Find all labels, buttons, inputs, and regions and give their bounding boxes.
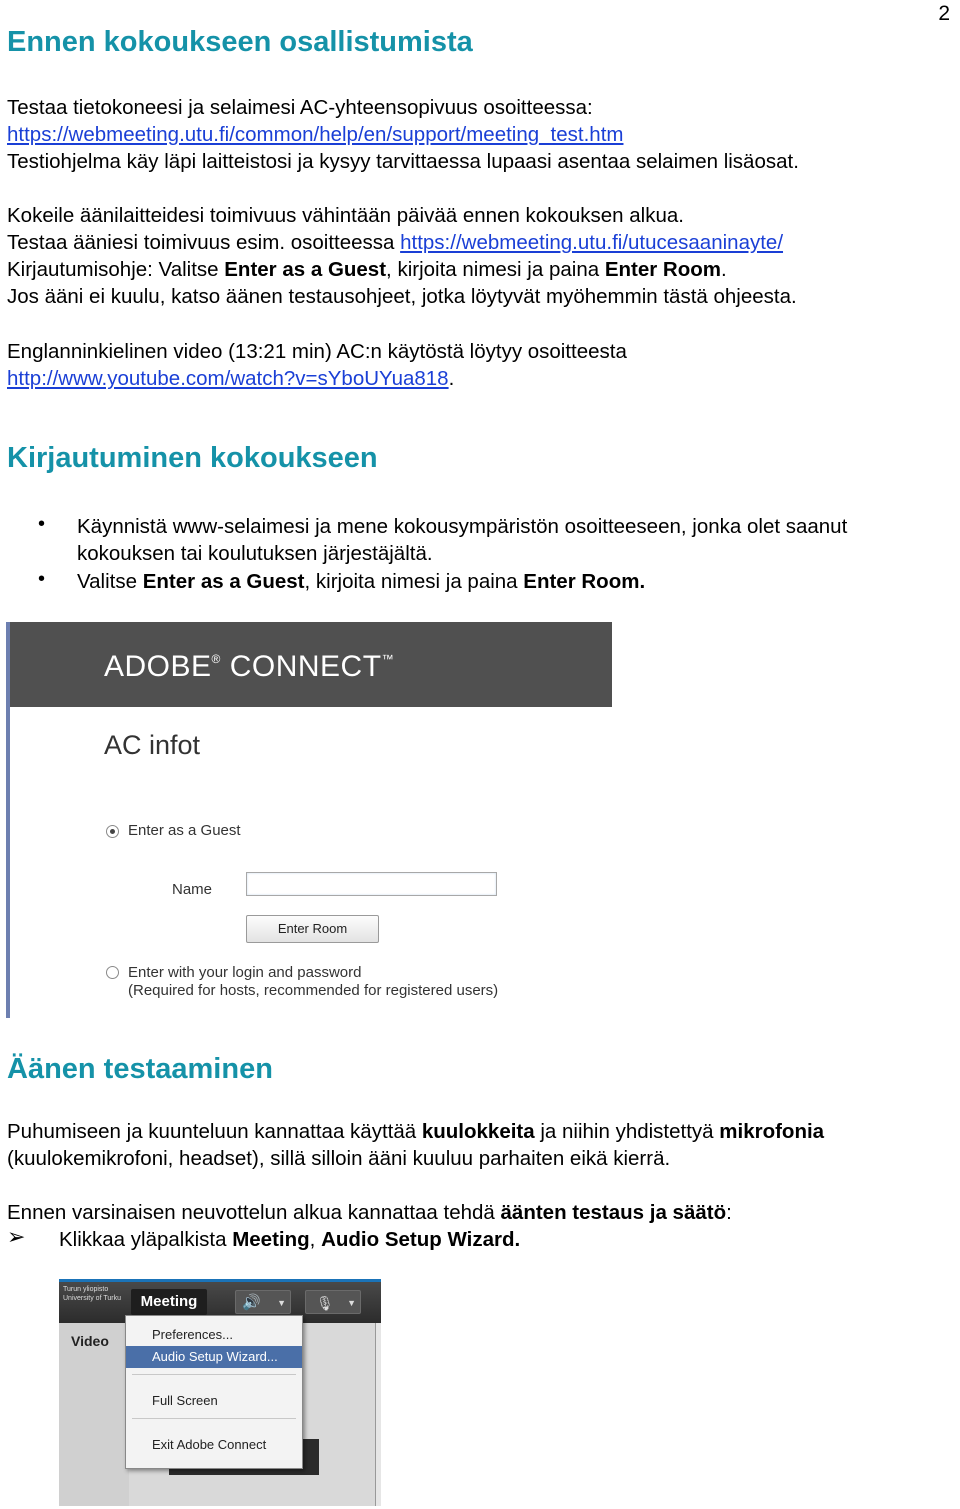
enter-room-button[interactable]: Enter Room [246,915,379,943]
pod-edge [375,1323,381,1506]
left-border [6,622,10,1018]
login-radio[interactable] [106,966,119,979]
chevron-down-icon: ▼ [347,1298,356,1308]
microphone-button[interactable] [305,1290,361,1314]
menu-item-full-screen[interactable]: Full Screen [152,1393,218,1408]
arrow-bullet-icon: ➢ [7,1224,26,1249]
bullet2-line [77,568,645,595]
bullet2-enter-room: Enter Room. [523,570,646,593]
audio-paragraph-line1 [7,1118,824,1145]
audio-p2-bold: äänten testaus ja säätö [500,1201,727,1224]
step-meeting: Meeting [232,1228,310,1251]
step-audio-wizard: Audio Setup Wizard. [321,1228,521,1251]
video-pod [59,1323,129,1506]
audio-test-line [7,229,783,256]
speaker-button[interactable] [235,1290,291,1314]
audio-p1-a: Puhumiseen ja kuunteluun kannattaa käyttää [7,1120,422,1143]
step-line [59,1226,520,1253]
room-title: AC infot [104,730,201,760]
audio-test-text: Testaa ääniesi toimivuus esim. osoitteessa [7,231,401,254]
meeting-test-link-line [7,121,623,148]
step-a: Klikkaa yläpalkista [59,1228,233,1251]
bullet2-c: , kirjoita nimesi ja paina [304,570,524,593]
login-instr-c: , kirjoita nimesi ja paina [386,258,605,281]
chevron-down-icon: ▼ [277,1298,286,1308]
menu-separator [132,1374,296,1375]
audio-test-link[interactable]: https://webmeeting.utu.fi/utucesaaninayte/ [400,231,784,254]
meeting-menu-button[interactable]: Meeting [131,1289,207,1315]
meeting-dropdown-menu [125,1315,303,1469]
audio-p2-c: : [726,1201,732,1224]
youtube-link[interactable]: http://www.youtube.com/watch?v=sYboUYua818 [7,367,449,390]
meeting-test-link[interactable]: https://webmeeting.utu.fi/common/help/en/support/meeting_test.htm [7,123,624,146]
section-heading-audio-test: Äänen testaaminen [7,1053,273,1085]
section-heading-login: Kirjautuminen kokoukseen [7,442,378,474]
audio-p1-c: ja niihin yhdistettyä [534,1120,720,1143]
name-input[interactable] [246,872,497,896]
guest-option-label[interactable]: Enter as a Guest [128,822,241,839]
bullet2-guest: Enter as a Guest [142,570,305,593]
menu-item-audio-setup-wizard[interactable]: Audio Setup Wizard... [126,1346,302,1368]
name-label: Name [172,881,213,898]
adobe-connect-logo: ADOBE® CONNECT™ [104,650,395,683]
audio-p1-headphones: kuulokkeita [421,1120,535,1143]
university-logo: Turun yliopisto University of Turku [63,1286,121,1302]
paragraph-line: Englanninkielinen video (13:21 min) AC:n käytöstä löytyy osoitteesta [7,340,627,363]
menu-separator [132,1418,296,1419]
speaker-icon: 🔊 [242,1294,261,1311]
paragraph-line: Jos ääni ei kuulu, katso äänen testausohjeet, jotka löytyvät myöhemmin tästä ohjeesta. [7,285,797,308]
bullet1-line2: kokouksen tai koulutuksen järjestäjältä. [77,542,433,565]
step-c: , [309,1228,322,1251]
audio-paragraph-line2: (kuulokemikrofoni, headset), sillä silloin ääni kuuluu parhaiten eikä kierrä. [7,1147,671,1170]
bullet-icon: • [38,568,46,590]
login-instructions-line [7,256,727,283]
paragraph-line: Testiohjelma käy läpi laitteistosi ja kysyy tarvittaessa lupaasi asentaa selaimen lisäosat. [7,150,799,173]
menu-item-preferences[interactable]: Preferences... [152,1327,233,1342]
audio-paragraph2 [7,1199,732,1226]
meeting-menu-screenshot [59,1279,381,1506]
login-instr-guest: Enter as a Guest [224,258,387,281]
paragraph-line: Kokeile äänilaitteidesi toimivuus vähintään päivää ennen kokouksen alkua. [7,204,684,227]
section-heading-before-meeting: Ennen kokoukseen osallistumista [7,26,473,58]
video-link-line [7,365,454,392]
login-instr-e: . [721,258,727,281]
login-instr-a: Kirjautumisohje: Valitse [7,258,225,281]
video-link-end: . [448,367,455,390]
guest-radio[interactable] [106,825,119,838]
audio-p2-a: Ennen varsinaisen neuvottelun alkua kannattaa tehdä [7,1201,501,1224]
video-pod-title: Video [71,1333,109,1349]
login-option-note: (Required for hosts, recommended for registered users) [128,982,499,999]
login-option-label[interactable]: Enter with your login and password [128,964,362,981]
menu-item-exit[interactable]: Exit Adobe Connect [152,1437,267,1452]
adobe-connect-login-screenshot [6,622,612,1018]
paragraph-line: Testaa tietokoneesi ja selaimesi AC-yhteensopivuus osoitteessa: [7,96,593,119]
audio-p1-microphone: mikrofonia [719,1120,825,1143]
page-number: 2 [938,2,950,25]
bullet1-line1: Käynnistä www-selaimesi ja mene kokousympäristön osoitteeseen, jonka olet saanut [77,515,848,538]
ac-header [6,622,612,707]
bullet2-a: Valitse [77,570,143,593]
login-instr-enter-room: Enter Room [604,258,721,281]
microphone-icon: 🎙 [316,1295,334,1311]
bullet-icon: • [38,513,46,535]
menu-bar-accent [59,1279,381,1282]
